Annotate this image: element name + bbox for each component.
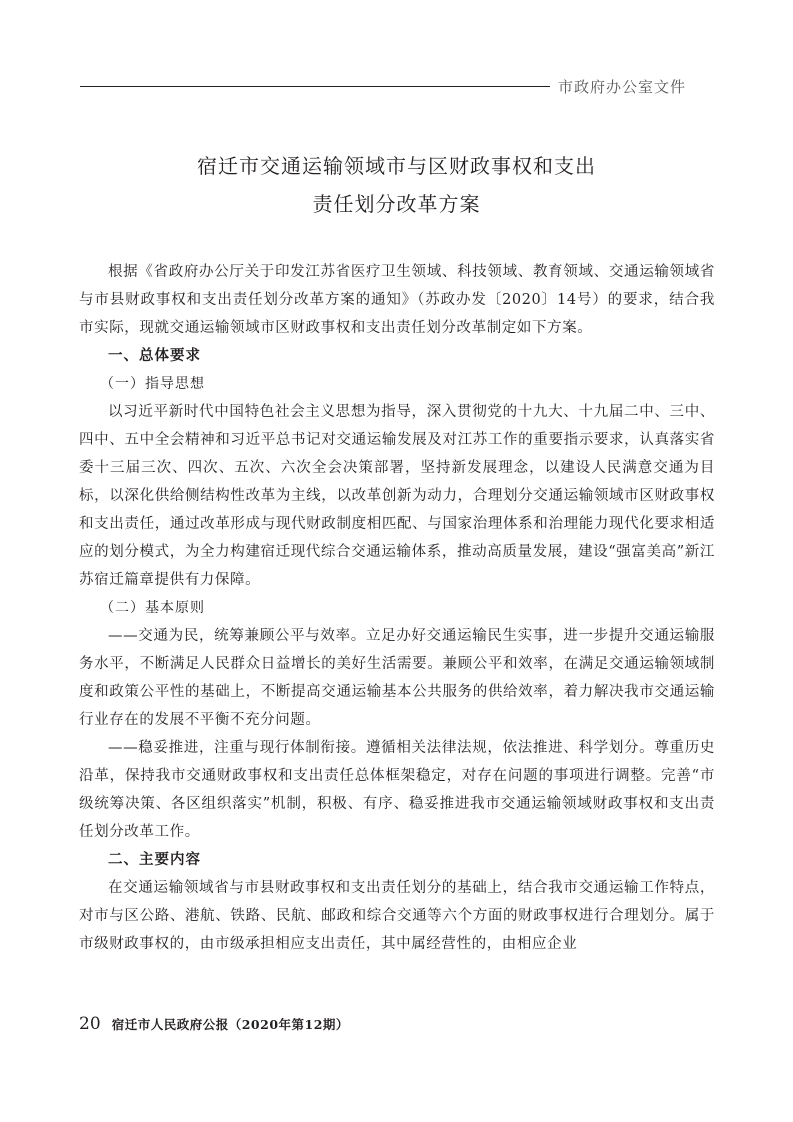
main-content-paragraph: 在交通运输领域省与市县财政事权和支出责任划分的基础上，结合我市交通运输工作特点，对市与区公路、港航、铁路、民航、邮政和综合交通等六个方面的财政事权进行合理划分。属于市级财政事权的，由市级承担相应支出责任，其中属经营性的，由相应企业	[79, 880, 715, 952]
principle-paragraph-2: ——稳妥推进，注重与现行体制衔接。遵循相关法律法规，依法推进、科学划分。尊重历史沿革，保持我市交通财政事权和支出责任总体框架稳定，对存在问题的事项进行调整。完善“市级统筹决策、各区组织落实”机制，积极、有序、稳妥推进我市交通运输领域财政事权和支出责任划分改革工作。	[79, 740, 715, 840]
subheading-basic-principles: （二）基本原则	[100, 600, 205, 616]
document-title-line-1: 宿迁市交通运输领域市与区财政事权和支出	[197, 154, 596, 178]
section-heading-general-requirements: 一、总体要求	[108, 348, 201, 364]
guiding-ideology-paragraph: 以习近平新时代中国特色社会主义思想为指导，深入贯彻党的十九大、十九届二中、三中、四中、五中全会精神和习近平总书记对交通运输发展及对江苏工作的重要指示要求，认真落实省委十三届三次、四次、五次、六次全会决策部署，坚持新发展理念，以建设人民满意交通为目标，以深化供给侧结构性改革为主线，以改革创新为动力，合理划分交通运输领域市区财政事权和支出责任，通过改革形成与现代财政制度相匹配、与国家治理体系和治理能力现代化要求相适应的划分模式，为全力构建宿迁现代综合交通运输体系，推动高质量发展，建设“强富美高”新江苏宿迁篇章提供有力保障。	[79, 404, 715, 588]
document-title-line-2: 责任划分改革方案	[312, 192, 481, 216]
document-body	[79, 258, 715, 958]
header-rule	[80, 86, 550, 87]
intro-paragraph: 根据《省政府办公厅关于印发江苏省医疗卫生领域、科技领域、教育领域、交通运输领域省与市县财政事权和支出责任划分改革方案的通知》（苏政办发〔2020〕14号）的要求，结合我市实际，现就交通运输领域市区财政事权和支出责任划分改革制定如下方案。	[79, 264, 715, 336]
principle-paragraph-1: ——交通为民，统筹兼顾公平与效率。立足办好交通运输民生实事，进一步提升交通运输服务水平，不断满足人民群众日益增长的美好生活需要。兼顾公平和效率，在满足交通运输领域制度和政策公平性的基础上，不断提高交通运输基本公共服务的供给效率，着力解决我市交通运输行业存在的发展不平衡不充分问题。	[79, 628, 715, 728]
header-label: 市政府办公室文件	[558, 78, 687, 96]
publication-name: 宿迁市人民政府公报（2020年第12期）	[111, 1017, 349, 1032]
page-number: 20	[79, 1014, 101, 1034]
page-footer	[79, 1014, 349, 1034]
subheading-guiding-ideology: （一）指导思想	[100, 376, 205, 392]
section-heading-main-content: 二、主要内容	[108, 852, 201, 868]
